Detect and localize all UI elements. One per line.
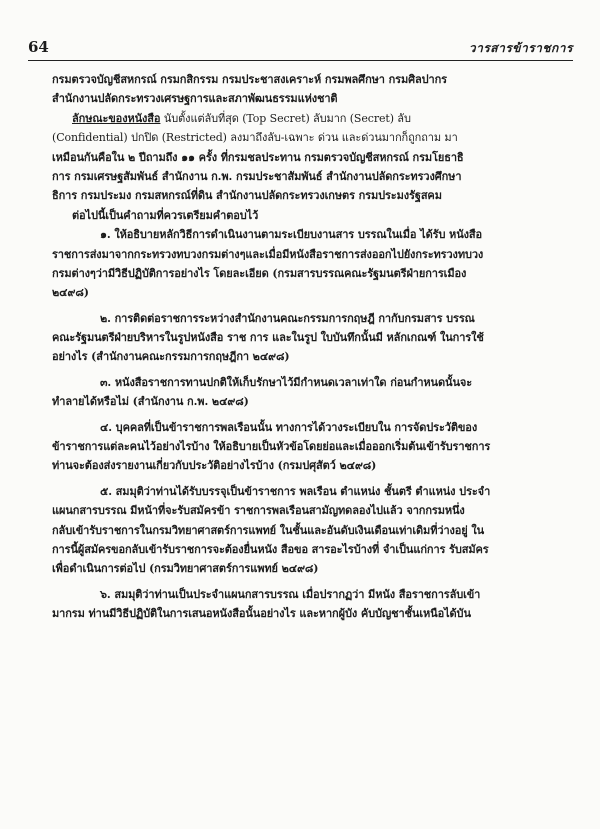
section-term-text: นับตั้งแต่ลับที่สุด (Top Secret) ลับมาก (Secret) ลับ xyxy=(160,111,411,125)
text-line: มากรม ท่านมีวิธีปฏิบัติในการเสนอหนังสือนั้นอย่างไร และหากผู้บัง คับบัญชาชั้นเหนือได้บัน xyxy=(52,607,471,621)
question-1 xyxy=(52,225,567,303)
page-header xyxy=(28,38,573,60)
text-line: กรมตรวจบัญชีสหกรณ์ กรมกสิกรรม กรมประชาสงเคราะห์ กรมพลศึกษา กรมศิลปากร xyxy=(52,73,447,86)
text-line: การ กรมเศรษฐสัมพันธ์ สำนักงาน ก.พ. กรมประชาสัมพันธ์ สำนักงานปลัดกระทรวงศึกษา xyxy=(52,169,462,183)
intro-line: ต่อไปนี้เป็นคำถามที่ควรเตรียมคำตอบไว้ xyxy=(72,208,259,222)
running-title: วารสารข้าราชการ xyxy=(468,41,573,55)
text-line: ๕. สมมุติว่าท่านได้รับบรรจุเป็นข้าราชการ พลเรือน ตำแหน่ง ชั้นตรี ตำแหน่ง ประจำ xyxy=(100,484,491,498)
paragraph-agency-list xyxy=(52,70,567,109)
text-line: ๑. ให้อธิบายหลักวิธีการดำเนินงานตามระเบียบงานสาร บรรณในเมื่อ ได้รับ หนังสือ xyxy=(100,228,483,242)
paragraph-document-types xyxy=(52,109,567,206)
text-line: ราชการส่งมาจากกระทรวงทบวงกรมต่างๆและเมื่อมีหนังสือราชการส่งออกไปยังกระทรวงทบวง xyxy=(52,247,484,261)
text-line: ทำลายได้หรือไม่ (สำนักงาน ก.พ. ๒๔๙๘) xyxy=(52,395,249,409)
text-line: ๒๔๙๘) xyxy=(52,286,89,300)
question-2 xyxy=(52,309,567,367)
text-line: แผนกสารบรรณ มีหน้าที่จะรับสมัครข้า ราชการพลเรือนสามัญทดลองไปแล้ว จากกรมหนึ่ง xyxy=(52,504,465,518)
text-line: ท่านจะต้องส่งรายงานเกี่ยวกับประวัติอย่างไรบ้าง (กรมปศุสัตว์ ๒๔๙๘) xyxy=(52,459,377,473)
text-line: เพื่อดำเนินการต่อไป (กรมวิทยาศาสตร์การแพทย์ ๒๔๙๘) xyxy=(52,562,319,576)
question-4 xyxy=(52,418,567,476)
text-line: ๓. หนังสือราชการทานปกติให้เก็บรักษาไว้มีกำหนดเวลาเท่าใด ก่อนกำหนดนั้นจะ xyxy=(100,375,473,389)
section-term: ลักษณะของหนังสือ xyxy=(72,111,161,125)
text-line: สำนักงานปลัดกระทรวงเศรษฐการและสภาพัฒนธรรมแห่งชาติ xyxy=(52,92,338,106)
text-line: การนี้ผู้สมัครขอกลับเข้ารับราชการจะต้องยื่นหนัง สือขอ สารอะไรบ้างที่ จำเป็นแก่การ รับสมัคร xyxy=(52,542,489,556)
page-number: 64 xyxy=(28,38,49,56)
question-5 xyxy=(52,482,567,579)
body-text xyxy=(52,70,567,624)
text-line: (Confidential) ปกปิด (Restricted) ลงมาถึงลับ-เฉพาะ ด่วน และด่วนมากก็ถูกถาม มา xyxy=(52,131,458,145)
question-6 xyxy=(52,585,567,624)
question-3 xyxy=(52,373,567,412)
text-line: เหมือนกันคือใน ๒ ปีถามถึง ๑๑ ครั้ง ที่กรมชลประทาน กรมตรวจบัญชีสหกรณ์ กรมโยธาธิ xyxy=(52,150,464,164)
text-line: อย่างไร (สำนักงานคณะกรรมการกฤษฎีกา ๒๔๙๘) xyxy=(52,350,290,364)
text-line: ข้าราชการแต่ละคนไว้อย่างไรบ้าง ให้อธิบายเป็นหัวข้อโดยย่อและเมื่อออกเริ่มต้นเข้ารับราชการ xyxy=(52,440,491,454)
text-line xyxy=(52,109,567,128)
text-line: ๔. บุคคลที่เป็นข้าราชการพลเรือนนั้น ทางการได้วางระเบียบใน การจัดประวัติของ xyxy=(100,420,478,434)
text-line: คณะรัฐมนตรีฝ่ายบริหารในรูปหนังสือ ราช การ และในรูป ใบบันทึกนั้นมี หลักเกณฑ์ ในการใช้ xyxy=(52,331,484,345)
text-line: กรมต่างๆว่ามีวิธีปฏิบัติการอย่างไร โดยละเอียด (กรมสารบรรณคณะรัฐมนตรีฝ่ายการเมือง xyxy=(52,266,467,280)
text-line: กลับเข้ารับราชการในกรมวิทยาศาสตร์การแพทย์ ในชั้นและอันดับเงินเดือนเท่าเดิมที่ว่างอยู่ ใน xyxy=(52,523,485,537)
text-line: ธิการ กรมประมง กรมสหกรณ์ที่ดิน สำนักงานปลัดกระทรวงเกษตร กรมประมงรัฐสคม xyxy=(52,189,442,203)
header-rule xyxy=(28,60,573,61)
text-line: ๒. การติดต่อราชการระหว่างสำนักงานคณะกรรมการกฤษฎี กากับกรมสาร บรรณ xyxy=(100,311,475,325)
text-line: ๖. สมมุติว่าท่านเป็นประจำแผนกสารบรรณ เมื่อปรากฏว่า มีหนัง สือราชการลับเข้า xyxy=(100,587,481,601)
